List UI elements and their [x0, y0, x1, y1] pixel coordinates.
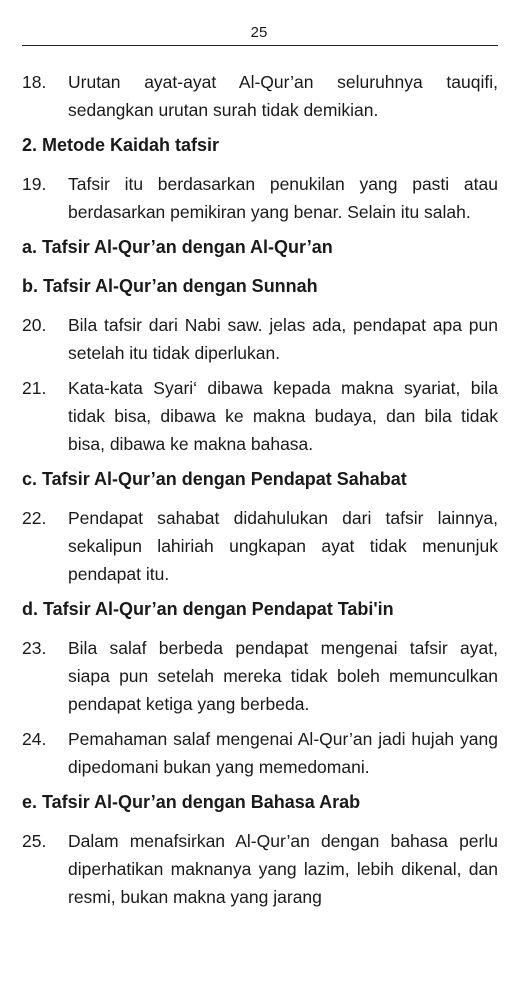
item-text: Dalam menafsirkan Al-Qur’an dengan bahasa perlu diperhatikan maknanya yang lazim, lebih dikenal, dan resmi, bukan makna yang jarang: [68, 831, 498, 907]
item-text: Bila tafsir dari Nabi saw. jelas ada, pendapat apa pun setelah itu tidak diperlukan.: [68, 315, 498, 363]
subsection-heading-b: b. Tafsir Al-Qur’an dengan Sunnah: [22, 276, 318, 296]
list-item-25: [22, 827, 498, 911]
list-item-24: [22, 725, 498, 781]
list-item-22: [22, 504, 498, 588]
item-text: Pendapat sahabat didahulukan dari tafsir lainnya, sekalipun lahiriah ungkapan ayat tidak menunjuk pendapat itu.: [68, 508, 498, 584]
list-item-19: [22, 170, 498, 226]
item-text: Pemahaman salaf mengenai Al-Qur’an jadi hujah yang dipedomani bukan yang memedomani.: [68, 729, 498, 777]
subsection-heading-e: e. Tafsir Al-Qur’an dengan Bahasa Arab: [22, 792, 361, 812]
page-body: [22, 68, 498, 918]
list-item-23: [22, 634, 498, 718]
list-item-18: [22, 68, 498, 124]
item-number: 19.: [22, 174, 47, 194]
item-text: Urutan ayat-ayat Al-Qur’an seluruhnya tauqifi, sedangkan urutan surah tidak demikian.: [68, 72, 498, 120]
list-item-20: [22, 311, 498, 367]
item-number: 20.: [22, 315, 47, 335]
header-rule: [22, 45, 498, 46]
subsection-heading-a: a. Tafsir Al-Qur’an dengan Al-Qur’an: [22, 237, 333, 257]
item-number: 23.: [22, 638, 47, 658]
item-number: 18.: [22, 72, 47, 92]
item-number: 21.: [22, 378, 47, 398]
subsection-heading-d: d. Tafsir Al-Qur’an dengan Pendapat Tabi'in: [22, 599, 394, 619]
subsection-heading-c: c. Tafsir Al-Qur’an dengan Pendapat Sahabat: [22, 469, 407, 489]
item-number: 24.: [22, 729, 47, 749]
item-text: Kata-kata Syari‘ dibawa kepada makna syariat, bila tidak bisa, dibawa ke makna budaya, dan bila tidak bisa, dibawa ke makna bahasa.: [68, 378, 498, 454]
item-text: Bila salaf berbeda pendapat mengenai tafsir ayat, siapa pun setelah mereka tidak boleh memunculkan pendapat ketiga yang berbeda.: [68, 638, 498, 714]
item-number: 22.: [22, 508, 47, 528]
page-number: 25: [250, 24, 268, 41]
section-heading: 2. Metode Kaidah tafsir: [22, 135, 220, 155]
list-item-21: [22, 374, 498, 458]
item-number: 25.: [22, 831, 47, 851]
item-text: Tafsir itu berdasarkan penukilan yang pasti atau berdasarkan pemikiran yang benar. Selain itu salah.: [68, 174, 498, 222]
